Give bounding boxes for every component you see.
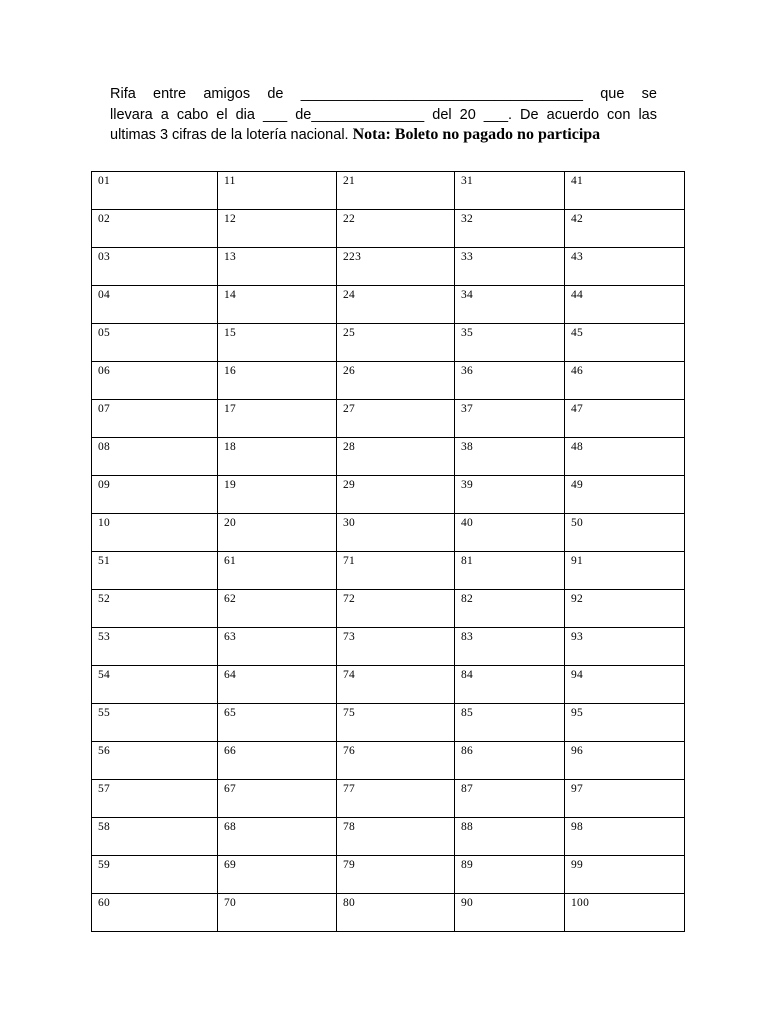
ticket-number: 52 <box>98 593 111 605</box>
ticket-cell[interactable] <box>455 362 565 400</box>
ticket-cell[interactable] <box>218 552 337 590</box>
ticket-number: 25 <box>343 327 356 339</box>
ticket-cell[interactable] <box>337 552 455 590</box>
ticket-number: 98 <box>571 821 584 833</box>
ticket-number: 92 <box>571 593 584 605</box>
ticket-number: 85 <box>461 707 474 719</box>
ticket-number: 41 <box>571 175 584 187</box>
ticket-cell[interactable] <box>337 628 455 666</box>
ticket-number: 11 <box>224 175 236 187</box>
ticket-number: 42 <box>571 213 584 225</box>
ticket-number: 59 <box>98 859 111 871</box>
ticket-cell[interactable] <box>565 514 685 552</box>
ticket-number: 64 <box>224 669 237 681</box>
ticket-number: 30 <box>343 517 356 529</box>
ticket-number: 71 <box>343 555 356 567</box>
ticket-cell[interactable] <box>218 704 337 742</box>
ticket-cell[interactable] <box>565 286 685 324</box>
ticket-cell[interactable] <box>337 514 455 552</box>
ticket-number: 34 <box>461 289 474 301</box>
ticket-number: 43 <box>571 251 584 263</box>
ticket-cell[interactable] <box>337 742 455 780</box>
ticket-number: 12 <box>224 213 237 225</box>
table-row <box>92 362 685 400</box>
ticket-number: 55 <box>98 707 111 719</box>
ticket-number: 80 <box>343 897 356 909</box>
table-row <box>92 514 685 552</box>
ticket-cell[interactable] <box>455 590 565 628</box>
ticket-number: 09 <box>98 479 111 491</box>
ticket-number: 67 <box>224 783 237 795</box>
ticket-cell[interactable] <box>337 666 455 704</box>
table-row <box>92 248 685 286</box>
ticket-cell[interactable] <box>218 894 337 932</box>
ticket-cell[interactable] <box>565 248 685 286</box>
nota-warning: Nota: Boleto no pagado no participa <box>352 126 601 143</box>
ticket-number: 31 <box>461 175 474 187</box>
ticket-number: 94 <box>571 669 584 681</box>
ticket-number: 40 <box>461 517 474 529</box>
ticket-number: 99 <box>571 859 584 871</box>
ticket-number: 22 <box>343 213 356 225</box>
ticket-number: 65 <box>224 707 237 719</box>
ticket-cell[interactable] <box>455 210 565 248</box>
table-row <box>92 894 685 932</box>
ticket-number: 45 <box>571 327 584 339</box>
ticket-cell[interactable] <box>92 628 218 666</box>
table-row <box>92 438 685 476</box>
ticket-cell[interactable] <box>92 742 218 780</box>
ticket-cell[interactable] <box>565 172 685 210</box>
ticket-cell[interactable] <box>455 248 565 286</box>
ticket-number: 49 <box>571 479 584 491</box>
ticket-cell[interactable] <box>92 894 218 932</box>
ticket-number: 44 <box>571 289 584 301</box>
ticket-cell[interactable] <box>565 894 685 932</box>
ticket-number: 81 <box>461 555 474 567</box>
ticket-number: 51 <box>98 555 111 567</box>
ticket-cell[interactable] <box>218 362 337 400</box>
ticket-number: 86 <box>461 745 474 757</box>
ticket-cell[interactable] <box>455 476 565 514</box>
intro-line-1: Rifa entre amigos de ___________________________________ que se <box>110 86 657 102</box>
ticket-number: 01 <box>98 175 111 187</box>
raffle-intro <box>110 84 657 146</box>
ticket-cell[interactable] <box>337 286 455 324</box>
ticket-number: 72 <box>343 593 356 605</box>
ticket-cell[interactable] <box>337 704 455 742</box>
ticket-cell[interactable] <box>455 704 565 742</box>
ticket-number: 87 <box>461 783 474 795</box>
ticket-cell[interactable] <box>218 210 337 248</box>
ticket-number: 15 <box>224 327 237 339</box>
ticket-cell[interactable] <box>92 856 218 894</box>
intro-line-3 <box>110 125 657 146</box>
ticket-number: 24 <box>343 289 356 301</box>
ticket-number: 21 <box>343 175 356 187</box>
ticket-cell[interactable] <box>565 590 685 628</box>
table-row <box>92 286 685 324</box>
ticket-cell[interactable] <box>92 514 218 552</box>
ticket-number: 79 <box>343 859 356 871</box>
table-row <box>92 818 685 856</box>
ticket-number: 04 <box>98 289 111 301</box>
ticket-number: 29 <box>343 479 356 491</box>
ticket-cell[interactable] <box>565 210 685 248</box>
ticket-number: 17 <box>224 403 237 415</box>
ticket-number: 18 <box>224 441 237 453</box>
table-row <box>92 590 685 628</box>
ticket-number: 69 <box>224 859 237 871</box>
ticket-number: 14 <box>224 289 237 301</box>
ticket-number: 05 <box>98 327 111 339</box>
ticket-cell[interactable] <box>92 666 218 704</box>
table-row <box>92 172 685 210</box>
ticket-cell[interactable] <box>337 856 455 894</box>
ticket-cell[interactable] <box>337 894 455 932</box>
ticket-cell[interactable] <box>565 438 685 476</box>
ticket-number: 96 <box>571 745 584 757</box>
table-row <box>92 856 685 894</box>
ticket-cell[interactable] <box>455 552 565 590</box>
table-row <box>92 704 685 742</box>
ticket-cell[interactable] <box>455 438 565 476</box>
ticket-number: 53 <box>98 631 111 643</box>
ticket-cell[interactable] <box>337 248 455 286</box>
ticket-number: 56 <box>98 745 111 757</box>
ticket-number: 28 <box>343 441 356 453</box>
ticket-cell[interactable] <box>92 476 218 514</box>
ticket-number: 39 <box>461 479 474 491</box>
ticket-number: 83 <box>461 631 474 643</box>
ticket-number: 07 <box>98 403 111 415</box>
ticket-cell[interactable] <box>218 856 337 894</box>
ticket-cell[interactable] <box>565 324 685 362</box>
ticket-number: 33 <box>461 251 474 263</box>
ticket-cell[interactable] <box>218 818 337 856</box>
ticket-cell[interactable] <box>565 818 685 856</box>
table-row <box>92 780 685 818</box>
ticket-cell[interactable] <box>337 324 455 362</box>
ticket-cell[interactable] <box>92 362 218 400</box>
intro-line-2: llevara a cabo el dia ___ de______________ del 20 ___. De acuerdo con las <box>110 106 657 123</box>
ticket-cell[interactable] <box>337 818 455 856</box>
ticket-number: 46 <box>571 365 584 377</box>
ticket-number: 06 <box>98 365 111 377</box>
ticket-cell[interactable] <box>218 666 337 704</box>
intro-line-3-text: ultimas 3 cifras de la lotería nacional. <box>110 127 353 143</box>
ticket-number: 95 <box>571 707 584 719</box>
ticket-cell[interactable] <box>92 780 218 818</box>
table-row <box>92 400 685 438</box>
ticket-cell[interactable] <box>218 172 337 210</box>
ticket-cell[interactable] <box>337 362 455 400</box>
ticket-number: 27 <box>343 403 356 415</box>
ticket-cell[interactable] <box>565 704 685 742</box>
ticket-cell[interactable] <box>92 552 218 590</box>
ticket-cell[interactable] <box>92 172 218 210</box>
ticket-cell[interactable] <box>218 286 337 324</box>
ticket-cell[interactable] <box>337 438 455 476</box>
ticket-number: 91 <box>571 555 584 567</box>
ticket-cell[interactable] <box>455 894 565 932</box>
ticket-number: 54 <box>98 669 111 681</box>
ticket-cell[interactable] <box>218 742 337 780</box>
table-row <box>92 666 685 704</box>
ticket-number: 100 <box>571 897 590 909</box>
raffle-number-grid <box>91 171 685 932</box>
ticket-cell[interactable] <box>337 476 455 514</box>
ticket-number: 63 <box>224 631 237 643</box>
ticket-number: 03 <box>98 251 111 263</box>
ticket-cell[interactable] <box>565 742 685 780</box>
ticket-number: 10 <box>98 517 111 529</box>
ticket-number: 35 <box>461 327 474 339</box>
ticket-cell[interactable] <box>92 590 218 628</box>
ticket-cell[interactable] <box>565 362 685 400</box>
ticket-cell[interactable] <box>92 438 218 476</box>
ticket-cell[interactable] <box>218 590 337 628</box>
ticket-number: 58 <box>98 821 111 833</box>
ticket-cell[interactable] <box>218 248 337 286</box>
ticket-cell[interactable] <box>455 628 565 666</box>
ticket-number: 82 <box>461 593 474 605</box>
ticket-cell[interactable] <box>92 286 218 324</box>
ticket-number: 50 <box>571 517 584 529</box>
ticket-cell[interactable] <box>218 400 337 438</box>
ticket-cell[interactable] <box>218 628 337 666</box>
ticket-cell[interactable] <box>337 210 455 248</box>
ticket-cell[interactable] <box>337 400 455 438</box>
ticket-number: 20 <box>224 517 237 529</box>
ticket-number: 73 <box>343 631 356 643</box>
ticket-cell[interactable] <box>455 666 565 704</box>
ticket-number: 13 <box>224 251 237 263</box>
ticket-number: 77 <box>343 783 356 795</box>
ticket-cell[interactable] <box>565 552 685 590</box>
ticket-number: 88 <box>461 821 474 833</box>
ticket-number: 57 <box>98 783 111 795</box>
ticket-number: 78 <box>343 821 356 833</box>
ticket-number: 61 <box>224 555 237 567</box>
ticket-cell[interactable] <box>455 818 565 856</box>
table-row <box>92 628 685 666</box>
ticket-cell[interactable] <box>218 780 337 818</box>
ticket-cell[interactable] <box>92 400 218 438</box>
ticket-cell[interactable] <box>337 780 455 818</box>
ticket-number: 08 <box>98 441 111 453</box>
table-row <box>92 476 685 514</box>
ticket-cell[interactable] <box>92 210 218 248</box>
table-row <box>92 552 685 590</box>
ticket-cell[interactable] <box>565 666 685 704</box>
ticket-cell[interactable] <box>337 590 455 628</box>
ticket-cell[interactable] <box>218 476 337 514</box>
ticket-number: 68 <box>224 821 237 833</box>
table-row <box>92 742 685 780</box>
ticket-cell[interactable] <box>565 400 685 438</box>
ticket-cell[interactable] <box>455 856 565 894</box>
ticket-cell[interactable] <box>455 324 565 362</box>
ticket-number: 93 <box>571 631 584 643</box>
ticket-cell[interactable] <box>455 514 565 552</box>
ticket-number: 36 <box>461 365 474 377</box>
ticket-number: 02 <box>98 213 111 225</box>
ticket-number: 70 <box>224 897 237 909</box>
ticket-number: 26 <box>343 365 356 377</box>
ticket-cell[interactable] <box>565 780 685 818</box>
ticket-cell[interactable] <box>455 742 565 780</box>
ticket-number: 16 <box>224 365 237 377</box>
ticket-number: 32 <box>461 213 474 225</box>
ticket-cell[interactable] <box>218 324 337 362</box>
ticket-cell[interactable] <box>455 172 565 210</box>
ticket-cell[interactable] <box>565 856 685 894</box>
table-row <box>92 324 685 362</box>
table-row <box>92 210 685 248</box>
ticket-number: 97 <box>571 783 584 795</box>
ticket-number: 76 <box>343 745 356 757</box>
ticket-cell[interactable] <box>92 248 218 286</box>
ticket-number: 19 <box>224 479 237 491</box>
ticket-cell[interactable] <box>218 514 337 552</box>
ticket-cell[interactable] <box>455 780 565 818</box>
ticket-number: 75 <box>343 707 356 719</box>
ticket-cell[interactable] <box>92 324 218 362</box>
ticket-number: 89 <box>461 859 474 871</box>
ticket-number: 84 <box>461 669 474 681</box>
ticket-cell[interactable] <box>218 438 337 476</box>
ticket-number: 48 <box>571 441 584 453</box>
ticket-cell[interactable] <box>565 476 685 514</box>
ticket-number: 38 <box>461 441 474 453</box>
ticket-cell[interactable] <box>455 286 565 324</box>
ticket-number: 60 <box>98 897 111 909</box>
ticket-number: 223 <box>343 251 362 263</box>
ticket-cell[interactable] <box>337 172 455 210</box>
ticket-number: 62 <box>224 593 237 605</box>
ticket-number: 90 <box>461 897 474 909</box>
ticket-number: 74 <box>343 669 356 681</box>
ticket-number: 66 <box>224 745 237 757</box>
ticket-cell[interactable] <box>455 400 565 438</box>
ticket-cell[interactable] <box>565 628 685 666</box>
ticket-number: 37 <box>461 403 474 415</box>
ticket-cell[interactable] <box>92 818 218 856</box>
raffle-grid-body <box>92 172 685 932</box>
ticket-number: 47 <box>571 403 584 415</box>
ticket-cell[interactable] <box>92 704 218 742</box>
